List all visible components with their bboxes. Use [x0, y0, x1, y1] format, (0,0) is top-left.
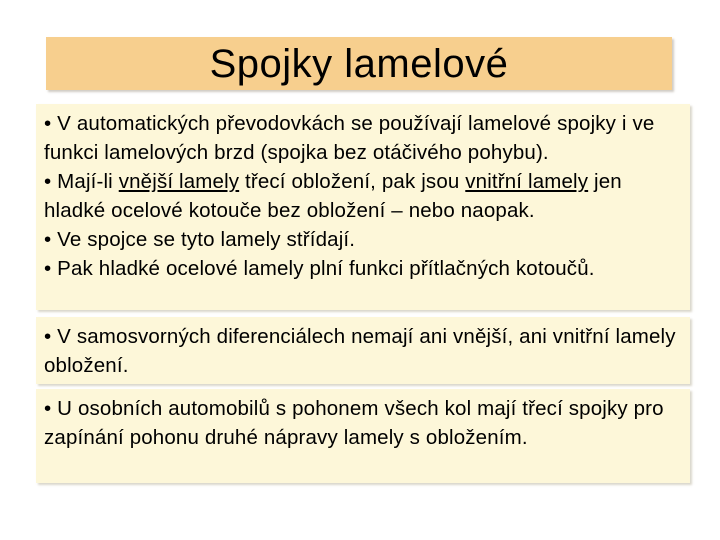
bullet-automatic-transmissions: • V automatických převodovkách se používají lamelové spojky i ve funkci lamelových brzd (spojka bez otáčivého pohybu).	[44, 112, 655, 164]
text-block-self-locking-differentials	[36, 317, 690, 384]
bullet-text-post: jen hladké ocelové kotouče bez obložení – nebo naopak.	[44, 170, 622, 222]
bullet-outer-inner-plates	[44, 167, 682, 225]
bullet-all-wheel-drive: • U osobních automobilů s pohonem všech kol mají třecí spojky pro zapínání pohonu druhé nápravy lamely s obložením.	[44, 397, 664, 449]
text-block-all-wheel-drive	[36, 389, 690, 483]
slide-title-box	[46, 37, 672, 90]
bullet-plates-alternate: • Ve spojce se tyto lamely střídají.	[44, 228, 356, 251]
bullet-pressure-plates: • Pak hladké ocelové lamely plní funkci přítlačných kotoučů.	[44, 257, 595, 280]
text-block-automatic-transmissions	[36, 104, 690, 310]
bullet-text-mid: třecí obložení, pak jsou	[239, 170, 466, 193]
underlined-outer-plates: vnější lamely	[118, 170, 240, 193]
bullet-self-locking-differentials: • V samosvorných diferenciálech nemají ani vnější, ani vnitřní lamely obložení.	[44, 325, 676, 377]
bullet-text-pre: • Mají-li	[44, 170, 119, 193]
slide-title: Spojky lamelové	[209, 42, 509, 86]
underlined-inner-plates: vnitřní lamely	[465, 170, 589, 193]
